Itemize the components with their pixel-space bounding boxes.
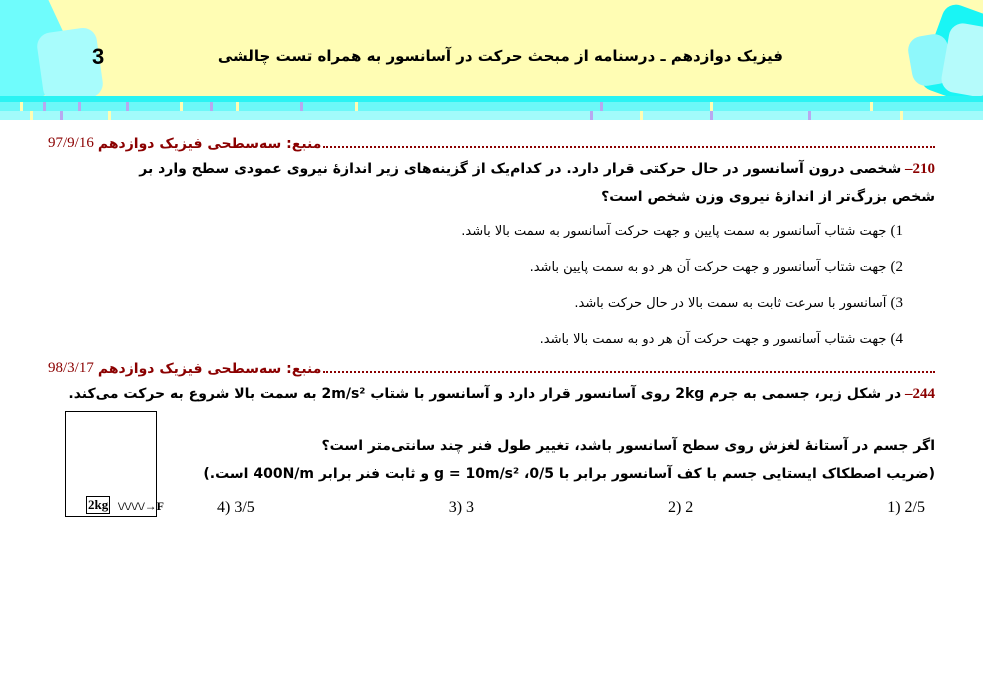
- source-label: منبع: سه‌سطحی فیزیک دوازدهم: [97, 361, 322, 377]
- question-line: در شکل زیر، جسمی به جرم 2kg روی آسانسور قرار دارد و آسانسور با شتاب 2m/s² به سمت بالا شروع به حرکت می‌کند.: [68, 386, 902, 402]
- question-body: [48, 411, 935, 517]
- options-list: [48, 222, 935, 349]
- question-line: شخصی درون آسانسور در حال حرکتی قرار دارد. در کدام‌یک از گزینه‌های زیر اندازهٔ نیروی عمودی سطح وارد بر: [139, 161, 902, 177]
- choice-2[interactable]: 2 (2: [667, 499, 694, 516]
- question-line: شخص بزرگ‌تر از اندازهٔ نیروی وزن شخص است؟: [601, 189, 935, 205]
- elevator-figure: [65, 411, 165, 517]
- source-date: 97/9/16: [48, 135, 94, 151]
- page-title: فیزیک دوازدهم ـ درسنامه از مبحث حرکت در آسانسور به همراه تست چالشی: [217, 47, 783, 65]
- question-number: 210: [912, 161, 935, 177]
- mass-block: 2kg: [88, 497, 109, 512]
- spring-force-label: \/\/\/\/→F: [118, 499, 165, 513]
- question-number: 244: [912, 386, 935, 402]
- question-line: اگر جسم در آستانهٔ لغزش روی سطح آسانسور باشد، تغییر طول فنر چند سانتی‌متر است؟: [321, 438, 935, 454]
- page-header: [0, 0, 983, 96]
- choice-4[interactable]: 3/5 (4: [217, 499, 255, 516]
- option-4[interactable]: 4) جهت شتاب آسانسور و جهت حرکت آن هر دو به سمت بالا باشد.: [539, 331, 903, 347]
- option-3[interactable]: 3) آسانسور با سرعت ثابت به سمت بالا در حال حرکت باشد.: [574, 295, 903, 311]
- question-text: 244– در شکل زیر، جسمی به جرم 2kg روی آسانسور قرار دارد و آسانسور با شتاب 2m/s² به سمت بالا شروع به حرکت می‌کند.: [68, 386, 935, 402]
- option-2[interactable]: 2) جهت شتاب آسانسور و جهت حرکت آن هر دو به سمت پایین باشد.: [529, 259, 903, 275]
- page-content: [48, 130, 935, 517]
- choices-row: [177, 491, 935, 517]
- question-text: 210– شخصی درون آسانسور در حال حرکتی قرار دارد. در کدام‌یک از گزینه‌های زیر اندازهٔ نیروی عمودی سطح وارد بر: [139, 161, 935, 177]
- choice-3[interactable]: 3 (3: [448, 499, 475, 516]
- source-label: منبع: سه‌سطحی فیزیک دوازدهم: [97, 136, 322, 152]
- dotted-leader: [323, 146, 935, 148]
- question-details: [177, 429, 935, 517]
- page-number: 3: [92, 44, 105, 69]
- source-date: 98/3/17: [48, 360, 94, 376]
- option-1[interactable]: 1) جهت شتاب آسانسور به سمت پایین و جهت حرکت آسانسور به سمت بالا باشد.: [461, 223, 903, 239]
- choice-1[interactable]: 2/5 (1: [887, 499, 925, 516]
- question-source: [48, 130, 935, 152]
- dotted-leader: [323, 371, 935, 373]
- question-line: (ضریب اصطکاک ایستایی جسم با کف آسانسور برابر با 0/5، g = 10m/s² و ثابت فنر برابر 400N/m است.): [203, 466, 935, 482]
- header-stripes: [0, 96, 983, 120]
- question-source: [48, 355, 935, 377]
